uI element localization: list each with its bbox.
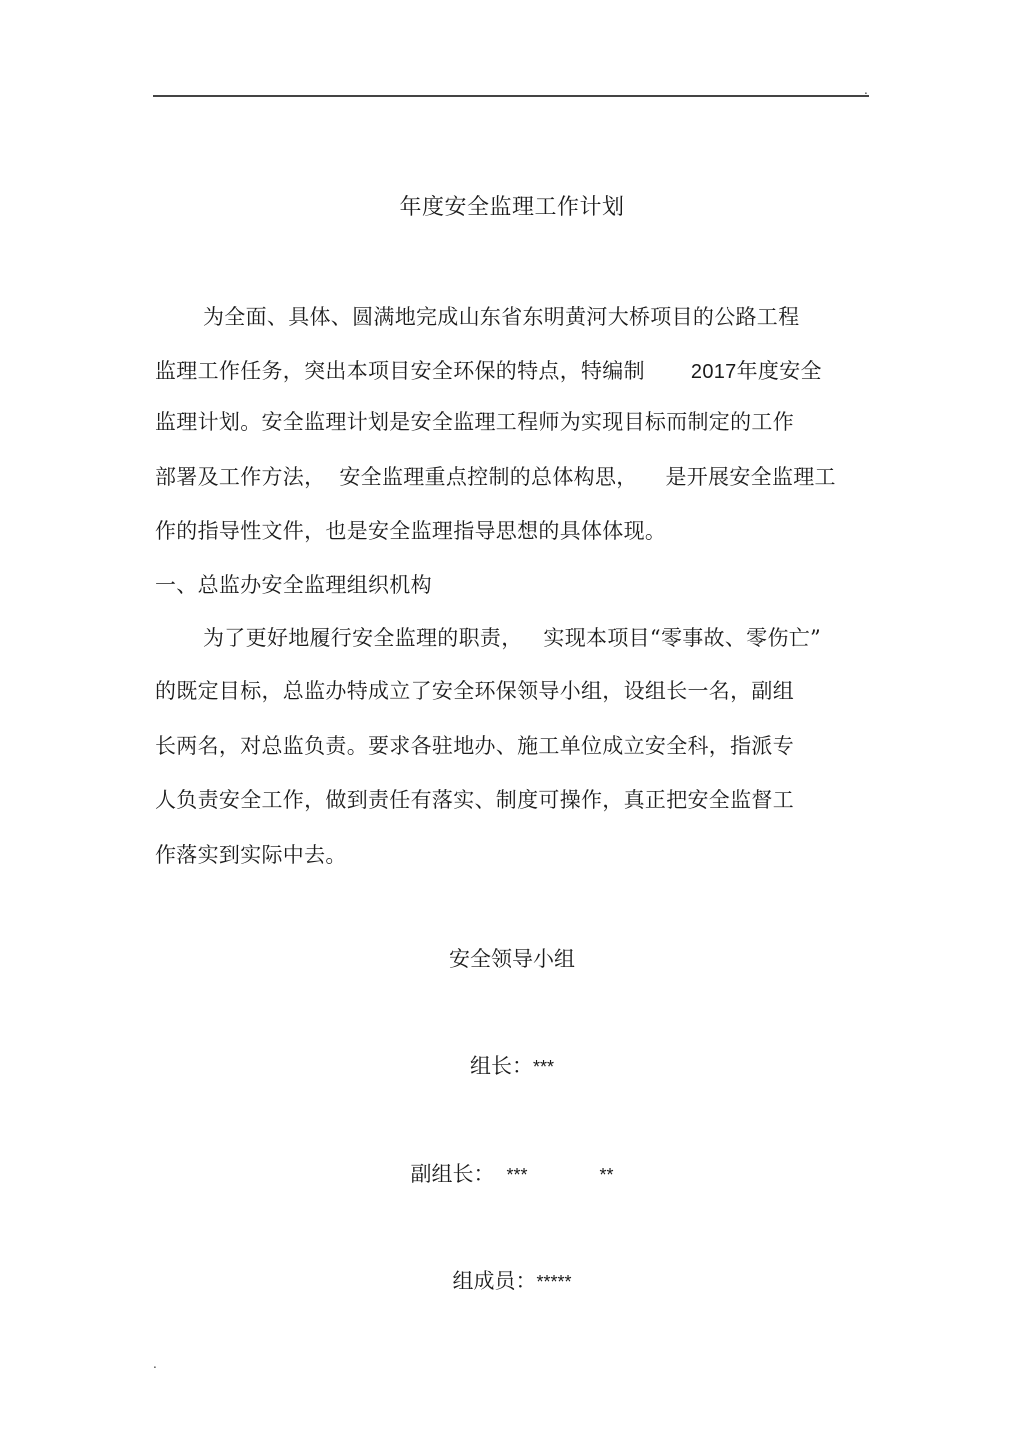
members-value: *****	[536, 1272, 572, 1292]
group-members	[0, 1266, 1024, 1297]
footer-mark: .	[153, 1357, 157, 1371]
group-leader	[0, 1051, 1024, 1082]
group-deputy	[0, 1159, 1024, 1190]
header-mark: .	[864, 83, 868, 97]
paragraph-line: 作的指导性文件，也是安全监理指导思想的具体体现。	[155, 519, 667, 543]
deputy-value-2: **	[599, 1165, 614, 1185]
deputy-value-1: ***	[506, 1165, 528, 1185]
paragraph-text: 年度安全	[736, 359, 822, 383]
paragraph-line: 作落实到实际中去。	[155, 843, 347, 867]
paragraph-line: 为全面、具体、圆满地完成山东省东明黄河大桥项目的公路工程	[203, 305, 800, 329]
leader-label: 组长：	[469, 1054, 533, 1078]
page-title: 年度安全监理工作计划	[399, 195, 625, 220]
paragraph-line: 为了更好地履行安全监理的职责， 实现本项目“零事故、零伤亡”	[203, 626, 822, 650]
section-heading: 一、总监办安全监理组织机构	[155, 573, 432, 597]
header-rule	[153, 95, 869, 97]
paragraph-line: 人负责安全工作，做到责任有落实、制度可操作，真正把安全监督工	[155, 788, 794, 812]
group-title: 安全领导小组	[449, 947, 575, 971]
paragraph-text: 监理工作任务，突出本项目安全环保的特点，特编制	[155, 359, 645, 383]
year-value: 2017	[690, 361, 737, 383]
paragraph-line: 部署及工作方法， 安全监理重点控制的总体构思， 是开展安全监理工	[155, 465, 836, 489]
paragraph-line: 长两名，对总监负责。要求各驻地办、施工单位成立安全科，指派专	[155, 734, 794, 758]
leader-value: ***	[532, 1057, 554, 1077]
members-label: 组成员：	[452, 1269, 537, 1293]
paragraph-line	[155, 356, 822, 387]
paragraph-line: 监理计划。安全监理计划是安全监理工程师为实现目标而制定的工作	[155, 410, 794, 434]
deputy-label: 副组长：	[410, 1162, 495, 1186]
paragraph-line: 的既定目标，总监办特成立了安全环保领导小组，设组长一名，副组	[155, 679, 794, 703]
